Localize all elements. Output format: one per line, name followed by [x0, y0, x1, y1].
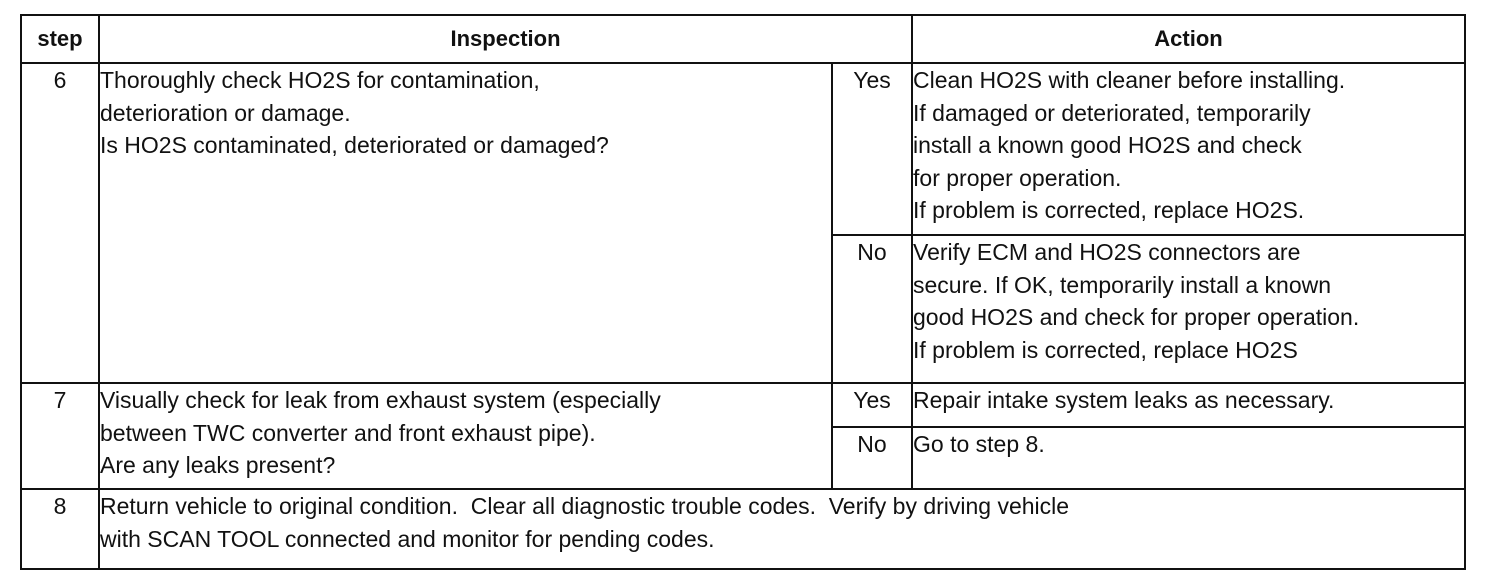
- inspection-line: Thoroughly check HO2S for contamination,: [100, 67, 540, 93]
- inspection-line: between TWC converter and front exhaust pipe).: [100, 419, 596, 446]
- inspection-cell: [99, 383, 832, 489]
- inspection-line: Visually check for leak from exhaust system (especially: [100, 387, 661, 413]
- inspection-line: Is HO2S contaminated, deteriorated or damaged?: [100, 132, 609, 158]
- inspection-cell: [99, 489, 1465, 569]
- yes-label: Yes: [832, 63, 912, 235]
- yes-action-cell: [912, 63, 1465, 235]
- action-line: Verify ECM and HO2S connectors are: [913, 239, 1301, 265]
- header-action: Action: [912, 15, 1465, 63]
- no-action-cell: [912, 235, 1465, 383]
- action-line: install a known good HO2S and check: [913, 132, 1302, 158]
- inspection-line: with SCAN TOOL connected and monitor for pending codes.: [100, 525, 715, 552]
- header-inspection: Inspection: [99, 15, 912, 63]
- action-line: Repair intake system leaks as necessary.: [913, 387, 1335, 413]
- inspection-line: Return vehicle to original condition. Clear all diagnostic trouble codes. Verify by driving vehicle: [100, 493, 1070, 519]
- step-number: 8: [21, 489, 99, 569]
- action-line: Go to step 8.: [913, 431, 1045, 457]
- table-row: [21, 383, 1465, 427]
- inspection-line: deterioration or damage.: [100, 99, 351, 126]
- action-line: secure. If OK, temporarily install a known: [913, 271, 1332, 298]
- action-line: If damaged or deteriorated, temporarily: [913, 99, 1311, 126]
- no-label: No: [832, 235, 912, 383]
- header-row: [21, 15, 1465, 63]
- no-action-cell: [912, 427, 1465, 489]
- inspection-cell: [99, 63, 832, 383]
- step-number: 6: [21, 63, 99, 383]
- action-line: If problem is corrected, replace HO2S.: [913, 197, 1305, 223]
- action-line: If problem is corrected, replace HO2S: [913, 336, 1298, 363]
- no-label: No: [832, 427, 912, 489]
- table-row: [21, 489, 1465, 569]
- header-step: step: [21, 15, 99, 63]
- step-number: 7: [21, 383, 99, 489]
- inspection-line: Are any leaks present?: [100, 452, 336, 478]
- yes-label: Yes: [832, 383, 912, 427]
- action-line: for proper operation.: [913, 164, 1122, 191]
- action-line: Clean HO2S with cleaner before installing.: [913, 67, 1346, 93]
- action-line: good HO2S and check for proper operation.: [913, 304, 1360, 330]
- diagnostic-table: [20, 14, 1466, 570]
- yes-action-cell: [912, 383, 1465, 427]
- table-row: [21, 63, 1465, 235]
